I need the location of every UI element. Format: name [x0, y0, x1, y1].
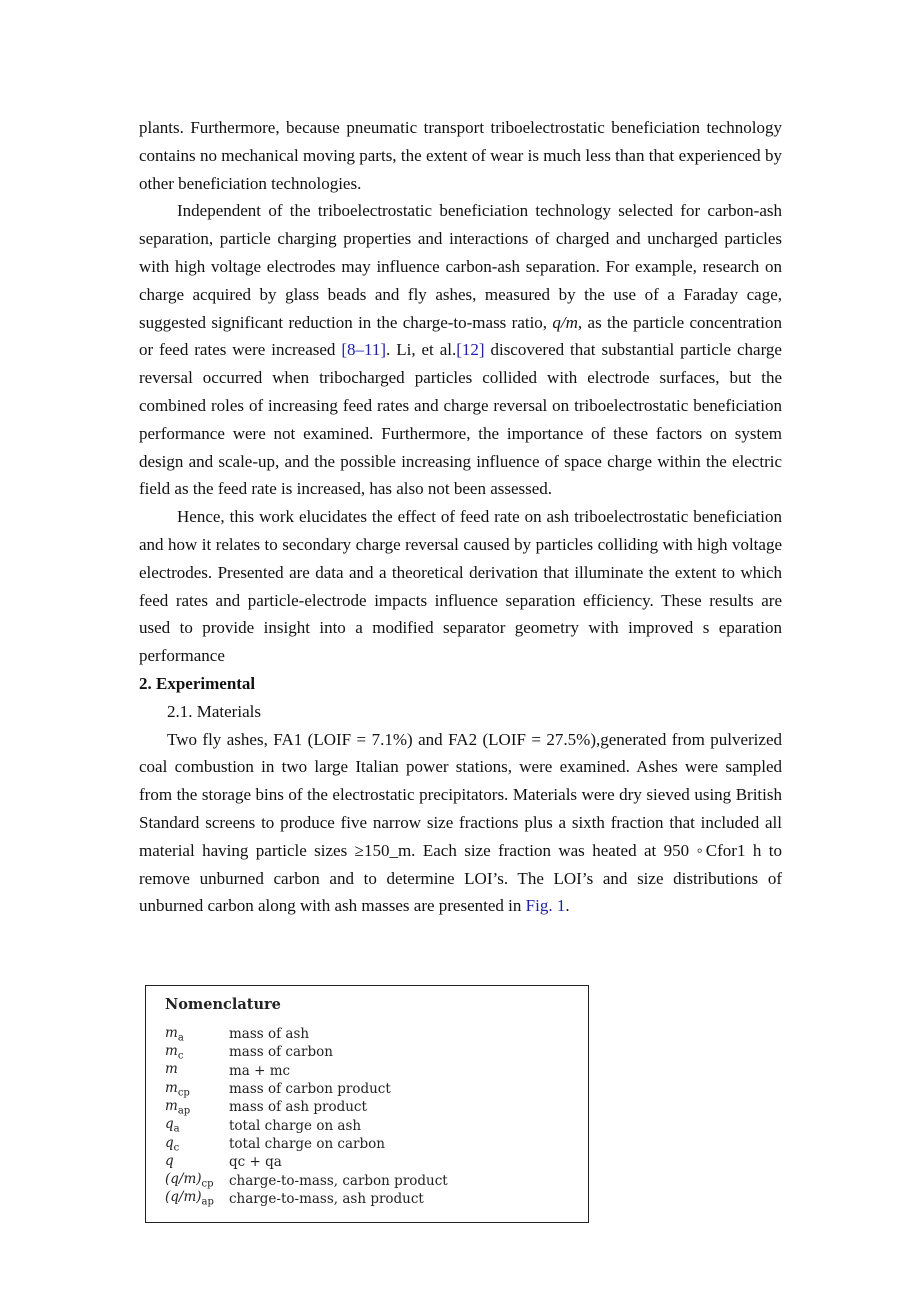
nomenclature-definition: mass of ash product	[229, 1099, 367, 1116]
paragraph-2	[139, 197, 782, 503]
section-heading: 2. Experimental	[139, 673, 256, 693]
article-body	[139, 114, 782, 920]
nomenclature-symbol: $q_a$	[165, 1116, 180, 1135]
nomenclature-box	[145, 985, 589, 1223]
nomenclature-definition: total charge on ash	[229, 1117, 362, 1134]
charge-to-mass-symbol: q/m	[552, 312, 578, 332]
nomenclature-row	[165, 1135, 588, 1153]
paragraph-3: Hence, this work elucidates the effect of feed rate on ash triboelectrostatic beneficiation and how it relates to secondary charge reversal caused by particles colliding with high voltage electrodes. Presented are data and a theoretical derivation that illuminate the extent to which feed rates and particle-electrode impacts influence separation efficiency. These results are used to provide insight into a modified separator geometry with improved s eparation performance	[139, 507, 782, 666]
nomenclature-row	[165, 1098, 588, 1116]
paragraph-4	[139, 726, 782, 921]
reference-link-8-11[interactable]: [8–11]	[341, 340, 387, 360]
nomenclature-symbol: $m_c$	[165, 1043, 184, 1062]
nomenclature-definition: charge-to-mass, ash product	[229, 1190, 424, 1207]
nomenclature-symbol: $m_{ap}$	[165, 1098, 191, 1117]
nomenclature-symbol: $q_c$	[165, 1134, 180, 1154]
paragraph-2-text-a: Independent of the triboelectrostatic beneficiation technology selected for carbon-ash separation, particle charging properties and interactions of charged and uncharged particles with high voltage electrodes may influence carbon-ash separation. For example, research on charge acquired by glass beads and fly ashes, measured by the use of a Faraday cage, suggested significant reduction in the charge-to-mass ratio,	[139, 201, 782, 332]
nomenclature-row	[165, 1043, 588, 1061]
nomenclature-definition: total charge on carbon	[229, 1135, 385, 1152]
nomenclature-row	[165, 1116, 588, 1134]
paragraph-2-text-b: , as the particle concentration or feed rates were increased	[139, 312, 782, 360]
nomenclature-symbol: q	[165, 1152, 174, 1169]
nomenclature-definition: mass of carbon product	[229, 1081, 391, 1098]
nomenclature-row	[165, 1080, 588, 1098]
paragraph-2-text-d: discovered that substantial particle charge reversal occurred when tribocharged particles collided with electrode surfaces, but the combined roles of increasing feed rates and charge reversal on triboelectrostatic beneficiation performance were not examined. Furthermore, the importance of these factors on system design and scale-up, and the possible increasing influence of space charge within the electric field as the feed rate is increased, has also not been assessed.	[139, 340, 782, 499]
nomenclature-definition: mass of carbon	[229, 1044, 333, 1061]
nomenclature-symbol: $m_a$	[165, 1024, 184, 1044]
nomenclature-definition: ma + mc	[229, 1062, 291, 1079]
paragraph-4-end: .	[565, 896, 570, 916]
nomenclature-definition: charge-to-mass, carbon product	[229, 1172, 448, 1189]
figure-1-link[interactable]: Fig. 1	[525, 896, 566, 916]
nomenclature-row	[165, 1025, 588, 1043]
reference-link-12[interactable]: [12]	[456, 340, 485, 360]
nomenclature-row	[165, 1171, 588, 1189]
subsection-heading: 2.1. Materials	[167, 701, 261, 721]
nomenclature-symbol: $(q/m)_{ap}$	[165, 1189, 214, 1209]
nomenclature-symbol: $(q/m)_{cp}$	[165, 1171, 214, 1190]
nomenclature-row	[165, 1153, 588, 1171]
nomenclature-definition: mass of ash	[229, 1026, 310, 1043]
paragraph-2-text-c: . Li, et al.	[386, 340, 457, 360]
nomenclature-row	[165, 1062, 588, 1080]
nomenclature-symbol: $m_{cp}$	[165, 1079, 190, 1099]
nomenclature-definition: qc + qa	[229, 1154, 282, 1171]
paragraph-1: plants. Furthermore, because pneumatic transport triboelectrostatic beneficiation technology contains no mechanical moving parts, the extent of wear is much less than that experienced by other beneficiation technologies.	[139, 118, 782, 193]
paragraph-4-text: Two fly ashes, FA1 (LOIF = 7.1%) and FA2 (LOIF = 27.5%),generated from pulverized coal combustion in two large Italian power stations, were examined. Ashes were sampled from the storage bins of the electrostatic precipitators. Materials were dry sieved using British Standard screens to produce five narrow size fractions plus a sixth fraction that included all material having particle sizes ≥150_m. Each size fraction was heated at 950 ◦Cfor1 h to remove unburned carbon and to determine LOI’s. The LOI’s and size distributions of unburned carbon along with ash masses are presented in	[139, 729, 782, 916]
nomenclature-row	[165, 1190, 588, 1208]
nomenclature-title: Nomenclature	[165, 996, 281, 1013]
nomenclature-symbol: m	[165, 1061, 178, 1078]
